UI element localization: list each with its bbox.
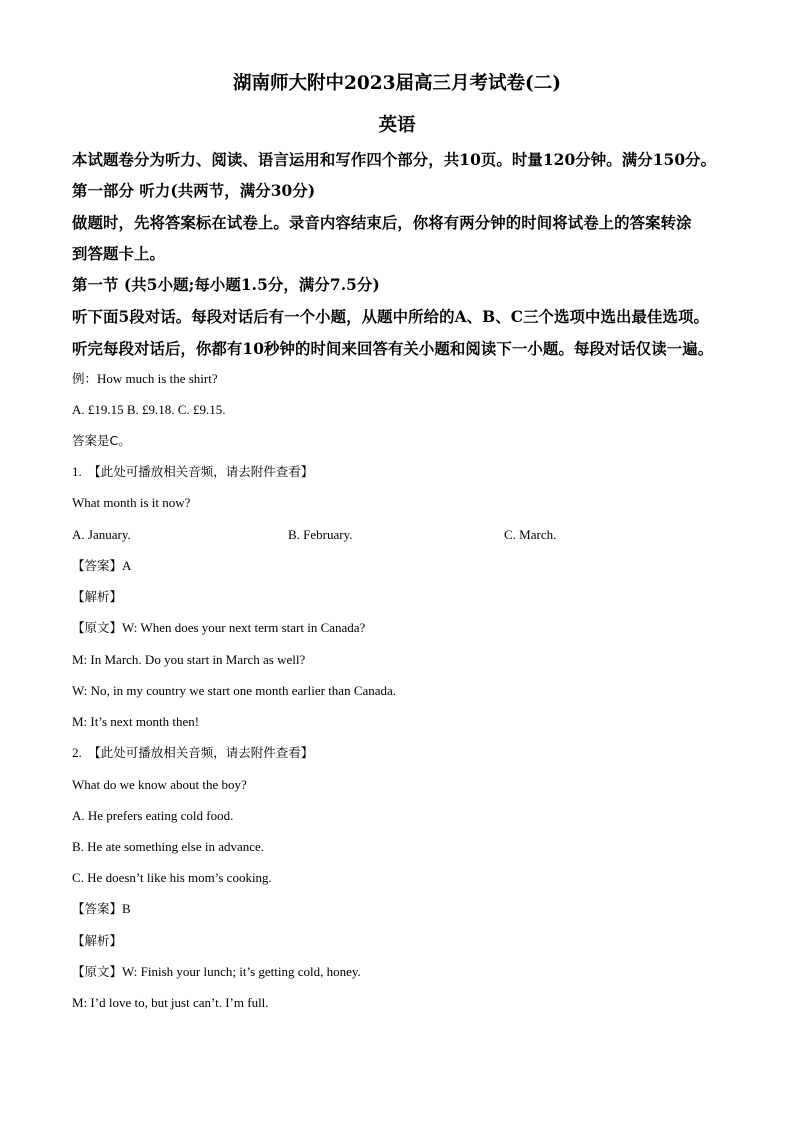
question-1-number: 1. xyxy=(72,464,82,479)
example-question-line xyxy=(72,371,218,387)
exam-title: 湖南师大附中2023届高三月考试卷(二) xyxy=(233,73,561,94)
question-1-transcript-3: M: It’s next month then! xyxy=(72,714,200,729)
question-1-header xyxy=(72,464,313,480)
section1-instruction-line-1: 听下面5段对话。每段对话后有一个小题，从题中所给的A、B、C三个选项中选出最佳选项。 xyxy=(72,308,709,326)
question-1-answer-tag: 【答案】 xyxy=(72,558,123,573)
question-2-option-c: C. He doesn’t like his mom’s cooking. xyxy=(72,870,272,885)
question-2-text: What do we know about the boy? xyxy=(72,777,247,792)
example-options: A. £19.15 B. £9.18. C. £9.15. xyxy=(72,402,226,417)
question-1-transcript-2: W: No, in my country we start one month earlier than Canada. xyxy=(72,683,397,698)
question-2-transcript-line xyxy=(72,964,361,980)
question-1-transcript-line xyxy=(72,620,365,636)
example-answer: 答案是C。 xyxy=(72,433,131,448)
question-2-transcript-1: M: I’d love to, but just can’t. I’m full. xyxy=(72,995,269,1010)
question-2-header xyxy=(72,745,313,761)
question-1-text: What month is it now? xyxy=(72,495,191,510)
question-1-analysis-tag: 【解析】 xyxy=(72,589,123,604)
question-2-option-a: A. He prefers eating cold food. xyxy=(72,808,234,823)
question-2-transcript-0: W: Finish your lunch; it’s getting cold, honey. xyxy=(122,964,361,979)
example-question: How much is the shirt? xyxy=(97,371,218,386)
question-2-analysis-tag: 【解析】 xyxy=(72,933,123,948)
question-1-answer xyxy=(72,558,131,574)
instruction-line-2: 到答题卡上。 xyxy=(72,245,165,263)
question-2-transcript-tag: 【原文】 xyxy=(72,964,123,979)
question-2-option-b: B. He ate something else in advance. xyxy=(72,839,265,854)
section1-instruction-line-2: 听完每段对话后，你都有10秒钟的时间来回答有关小题和阅读下一小题。每段对话仅读一遍。 xyxy=(72,340,714,358)
exam-intro-line: 本试题卷分为听力、阅读、语言运用和写作四个部分，共10页。时量120分钟。满分150分。 xyxy=(72,151,717,169)
instruction-line-1: 做题时，先将答案标在试卷上。录音内容结束后，你将有两分钟的时间将试卷上的答案转涂 xyxy=(72,214,692,232)
question-2-answer xyxy=(72,901,131,917)
question-1-audio-note[interactable]: 【此处可播放相关音频，请去附件查看】 xyxy=(88,464,314,479)
question-1-transcript-1: M: In March. Do you start in March as well? xyxy=(72,652,306,667)
question-1-option-a: A. January. xyxy=(72,527,131,542)
question-1-transcript-tag: 【原文】 xyxy=(72,620,123,635)
example-label: 例： xyxy=(72,371,98,386)
part1-heading: 第一部分 听力(共两节，满分30分) xyxy=(72,182,316,200)
question-2-number: 2. xyxy=(72,745,82,760)
question-2-answer-tag: 【答案】 xyxy=(72,901,123,916)
question-1-option-c: C. March. xyxy=(504,527,557,542)
section1-heading: 第一节 (共5小题;每小题1.5分，满分7.5分) xyxy=(72,276,380,294)
question-1-option-b: B. February. xyxy=(288,527,353,542)
question-2-answer-value: B xyxy=(122,901,131,916)
question-1-answer-value: A xyxy=(122,558,132,573)
exam-subject: 英语 xyxy=(378,115,416,136)
question-1-transcript-0: W: When does your next term start in Canada? xyxy=(122,620,366,635)
question-2-audio-note[interactable]: 【此处可播放相关音频，请去附件查看】 xyxy=(88,745,314,760)
